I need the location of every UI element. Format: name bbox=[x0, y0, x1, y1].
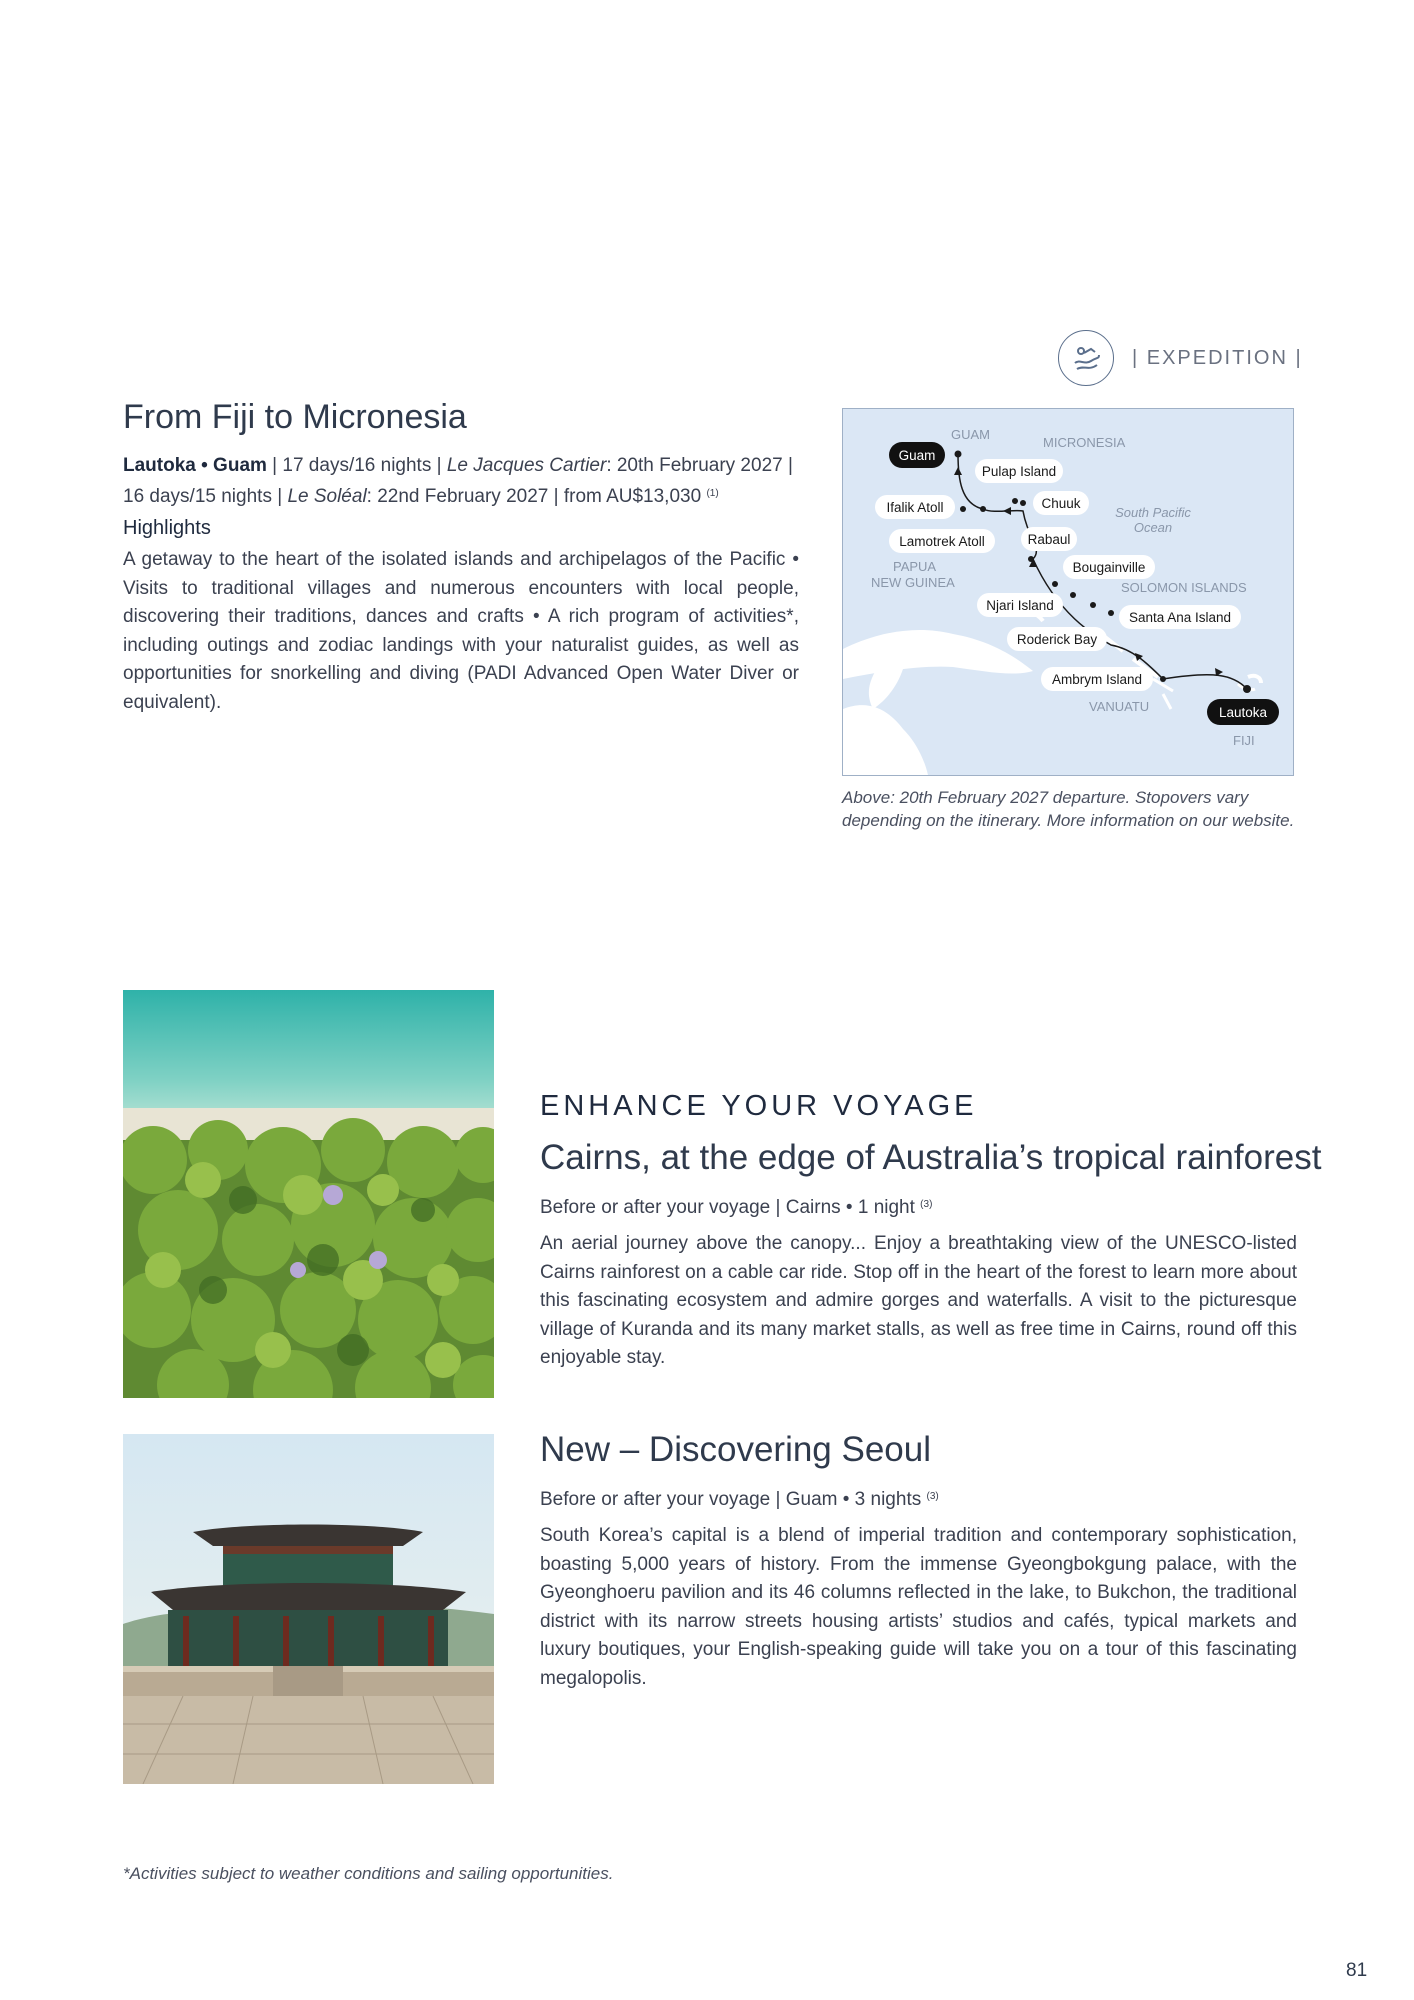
map-stop-njari: Njari Island bbox=[986, 598, 1054, 613]
map-stop-roderick: Roderick Bay bbox=[1016, 632, 1098, 647]
price-footnote-ref: (1) bbox=[706, 488, 719, 499]
map-stop-rabaul: Rabaul bbox=[1027, 532, 1071, 547]
map-region-solomon: SOLOMON ISLANDS bbox=[1121, 580, 1247, 595]
page-number: 81 bbox=[1346, 1960, 1368, 1981]
map-stop-bougainville: Bougainville bbox=[1072, 560, 1146, 575]
seoul-palace-photo bbox=[123, 1434, 494, 1784]
cairns-meta bbox=[540, 1197, 932, 1219]
map-stop-ifalik: Ifalik Atoll bbox=[886, 500, 944, 515]
highlights-heading: Highlights bbox=[123, 517, 211, 539]
expedition-badge bbox=[1058, 330, 1303, 386]
highlights-text: A getaway to the heart of the isolated islands and archipelagos of the Pacific • Visits to traditional villages and numerous encounters with local people, discovering their traditions, dances and crafts • A rich program of activities*, including outings and zodiac landings with your naturalist guides, as well as opportunities for snorkelling and diving (PADI Advanced Open Water Diver or equivalent). bbox=[123, 549, 799, 713]
map-stop-chuuk: Chuuk bbox=[1041, 496, 1081, 511]
map-caption bbox=[842, 786, 1302, 832]
duration-2: 16 days/15 nights | bbox=[123, 486, 288, 507]
ship-2: Le Soléal bbox=[287, 486, 367, 507]
seoul-meta-text: Before or after your voyage | Guam • 3 nights bbox=[540, 1489, 922, 1510]
footnote: *Activities subject to weather conditions and sailing opportunities. bbox=[123, 1864, 614, 1883]
cruise-title: From Fiji to Micronesia bbox=[123, 398, 467, 436]
cruise-details bbox=[123, 452, 803, 511]
cairns-body: An aerial journey above the canopy... Enjoy a breathtaking view of the UNESCO-listed Cairns rainforest on a cable car ride. Stop off in the heart of the forest to learn more about this fascinating ecosystem and admire gorges and waterfalls. A visit to the picturesque village of Kuranda and its many market stalls, as well as free time in Cairns, round off this enjoyable stay. bbox=[540, 1233, 1297, 1368]
map-region-fiji: FIJI bbox=[1233, 733, 1255, 748]
map-region-micronesia: MICRONESIA bbox=[1043, 435, 1126, 450]
duration-1: | 17 days/16 nights | bbox=[266, 455, 447, 476]
map-stop-ambrym: Ambrym Island bbox=[1051, 672, 1143, 687]
route: Lautoka • Guam bbox=[123, 455, 267, 476]
map-region-png-1: PAPUA bbox=[893, 559, 937, 574]
map-stop-pulap: Pulap Island bbox=[981, 464, 1057, 479]
map-ocean-line2: Ocean bbox=[1133, 520, 1173, 535]
rainforest-photo bbox=[123, 990, 494, 1398]
ship-1-date: : 20th February 2027 | bbox=[606, 455, 793, 476]
diver-icon bbox=[1058, 330, 1114, 386]
map-caption-line2: depending on the itinerary. More information on our website. bbox=[842, 811, 1295, 830]
map-ocean-line1: South Pacific bbox=[1115, 505, 1191, 520]
seoul-meta bbox=[540, 1489, 939, 1511]
seoul-title: New – Discovering Seoul bbox=[540, 1430, 932, 1469]
map-region-vanuatu: VANUATU bbox=[1089, 699, 1150, 714]
cairns-meta-text: Before or after your voyage | Cairns • 1 night bbox=[540, 1197, 915, 1218]
map-region-png-2: NEW GUINEA bbox=[871, 575, 955, 590]
seoul-body: South Korea’s capital is a blend of imperial tradition and contemporary sophistication, boasting 5,000 years of history. From the immense Gyeongbokgung palace, with the Gyeonghoeru pavilion and its 46 columns reflected in the lake, to Bukchon, the traditional district with its narrow streets housing artists’ studios and cafés, typical markets and luxury boutiques, your English-speaking guide will take you on a tour of this fascinating megalopolis. bbox=[540, 1525, 1297, 1689]
ship-2-date-price: : 22nd February 2027 | from AU$13,030 bbox=[366, 486, 702, 507]
map-stop-lautoka: Lautoka bbox=[1218, 705, 1268, 720]
map-stop-lamotrek: Lamotrek Atoll bbox=[899, 534, 985, 549]
map-stop-guam: Guam bbox=[898, 448, 936, 463]
enhance-heading: ENHANCE YOUR VOYAGE bbox=[540, 1090, 978, 1122]
map-region-guam: GUAM bbox=[951, 427, 990, 442]
expedition-label: | EXPEDITION | bbox=[1132, 346, 1303, 369]
itinerary-map bbox=[842, 408, 1294, 776]
map-stop-santa-ana: Santa Ana Island bbox=[1128, 610, 1232, 625]
cairns-title: Cairns, at the edge of Australia’s tropical rainforest bbox=[540, 1138, 1322, 1177]
cairns-meta-ref: (3) bbox=[920, 1199, 933, 1210]
ship-1: Le Jacques Cartier bbox=[446, 455, 607, 476]
seoul-meta-ref: (3) bbox=[926, 1491, 939, 1502]
map-caption-line1: Above: 20th February 2027 departure. Stopovers vary bbox=[842, 788, 1249, 807]
